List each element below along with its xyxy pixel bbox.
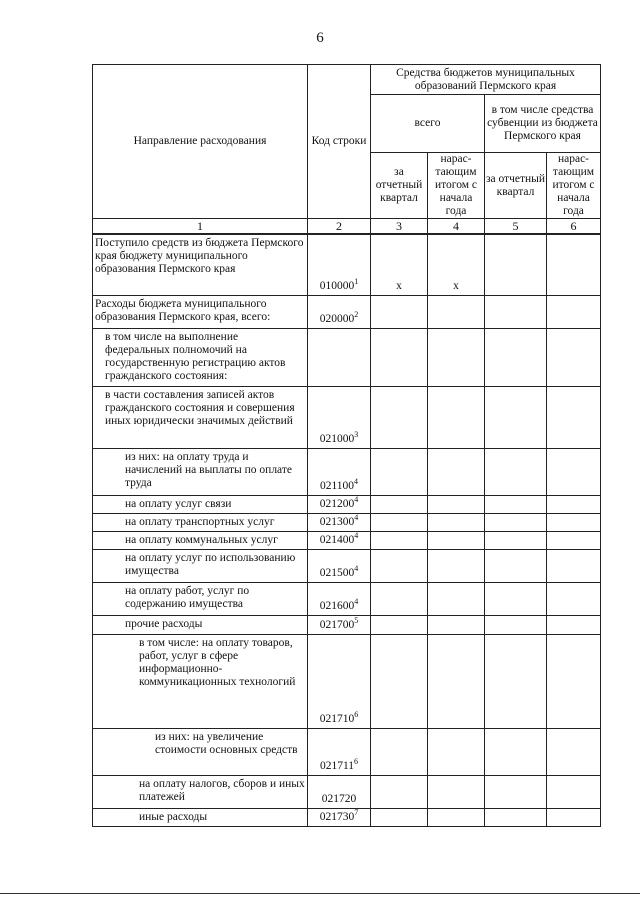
row-code: 021700$^5$	[308, 615, 371, 634]
row-label: из них: на увеличение стоимости основных средств	[93, 728, 308, 775]
table-row	[93, 549, 601, 582]
row-value-quarter	[371, 634, 428, 728]
column-number: 1	[93, 219, 308, 235]
header-direction: Направление расходования	[93, 65, 308, 219]
row-label: Расходы бюджета муниципального образования Пермского края, всего:	[93, 295, 308, 328]
row-value-cumulative	[428, 615, 485, 634]
row-label: прочие расходы	[93, 615, 308, 634]
row-value-subvention-cumulative	[547, 328, 601, 386]
row-value-quarter	[371, 615, 428, 634]
row-code: 021730$^7$	[308, 808, 371, 826]
page-number: 6	[316, 30, 324, 46]
column-number: 2	[308, 219, 371, 235]
row-value-cumulative	[428, 495, 485, 513]
row-value-quarter	[371, 513, 428, 531]
row-code: 020000$^2$	[308, 295, 371, 328]
row-code: 021200$^4$	[308, 495, 371, 513]
row-label: на оплату транспортных услуг	[93, 513, 308, 531]
row-code: 010000$^1$	[308, 234, 371, 295]
column-number: 3	[371, 219, 428, 235]
row-value-cumulative	[428, 549, 485, 582]
row-value-subvention-cumulative	[547, 495, 601, 513]
table-row	[93, 386, 601, 448]
table-row	[93, 531, 601, 549]
row-code: 021720	[308, 775, 371, 808]
row-value-subvention-quarter	[485, 808, 547, 826]
table-row	[93, 582, 601, 615]
row-code: 021500$^4$	[308, 549, 371, 582]
row-value-subvention-cumulative	[547, 775, 601, 808]
row-code: 021400$^4$	[308, 531, 371, 549]
row-label: на оплату услуг по использованию имущества	[93, 549, 308, 582]
row-value-subvention-quarter	[485, 728, 547, 775]
table-row	[93, 634, 601, 728]
row-value-quarter	[371, 808, 428, 826]
table-row	[93, 328, 601, 386]
row-value-quarter	[371, 582, 428, 615]
row-value-quarter	[371, 295, 428, 328]
table-row	[93, 448, 601, 495]
row-value-subvention-cumulative	[547, 386, 601, 448]
report-table	[92, 64, 601, 827]
column-number: 6	[547, 219, 601, 235]
row-value-cumulative: x	[428, 234, 485, 295]
row-value-subvention-cumulative	[547, 234, 601, 295]
row-value-cumulative	[428, 531, 485, 549]
row-value-subvention-quarter	[485, 386, 547, 448]
row-label: на оплату налогов, сборов и иных платежей	[93, 775, 308, 808]
row-label: в том числе: на оплату товаров, работ, услуг в сфере информационно-коммуникационных технологий	[93, 634, 308, 728]
row-value-subvention-quarter	[485, 328, 547, 386]
table-row	[93, 728, 601, 775]
row-value-subvention-cumulative	[547, 448, 601, 495]
row-value-subvention-quarter	[485, 495, 547, 513]
row-value-subvention-cumulative	[547, 615, 601, 634]
row-value-quarter	[371, 328, 428, 386]
row-value-subvention-quarter	[485, 234, 547, 295]
row-value-quarter: x	[371, 234, 428, 295]
row-value-subvention-quarter	[485, 615, 547, 634]
header-funds: Средства бюджетов муниципальных образований Пермского края	[371, 65, 601, 95]
row-code: 021711$^6$	[308, 728, 371, 775]
column-number: 5	[485, 219, 547, 235]
row-label: Поступило средств из бюджета Пермского края бюджету муниципального образования Пермского края	[93, 234, 308, 295]
row-value-quarter	[371, 775, 428, 808]
row-value-subvention-quarter	[485, 775, 547, 808]
row-value-subvention-cumulative	[547, 582, 601, 615]
row-value-subvention-quarter	[485, 513, 547, 531]
column-number: 4	[428, 219, 485, 235]
row-label: иные расходы	[93, 808, 308, 826]
row-value-cumulative	[428, 448, 485, 495]
header-cumulative-subvention: нарас-тающим итогом с начала года	[547, 153, 601, 219]
row-code: 021300$^4$	[308, 513, 371, 531]
row-label: на оплату коммунальных услуг	[93, 531, 308, 549]
table-row	[93, 295, 601, 328]
header-cumulative-total: нарас-тающим итогом с начала года	[428, 153, 485, 219]
row-code: 021600$^4$	[308, 582, 371, 615]
row-value-cumulative	[428, 386, 485, 448]
row-value-subvention-quarter	[485, 295, 547, 328]
row-code: 021710$^6$	[308, 634, 371, 728]
row-value-quarter	[371, 495, 428, 513]
row-value-quarter	[371, 728, 428, 775]
row-value-subvention-quarter	[485, 549, 547, 582]
table-row	[93, 615, 601, 634]
row-value-cumulative	[428, 295, 485, 328]
row-value-subvention-cumulative	[547, 295, 601, 328]
row-label: в том числе на выполнение федеральных полномочий на государственную регистрацию актов гражданского состояния:	[93, 328, 308, 386]
row-value-cumulative	[428, 775, 485, 808]
row-value-subvention-cumulative	[547, 728, 601, 775]
row-label: на оплату работ, услуг по содержанию имущества	[93, 582, 308, 615]
row-value-subvention-cumulative	[547, 513, 601, 531]
header-subvention: в том числе средства субвенции из бюджета Пермского края	[485, 95, 601, 153]
header-for-quarter-total: за отчетный квартал	[371, 153, 428, 219]
row-code: 021000$^3$	[308, 386, 371, 448]
row-value-cumulative	[428, 582, 485, 615]
row-value-subvention-quarter	[485, 448, 547, 495]
row-value-subvention-quarter	[485, 582, 547, 615]
row-value-quarter	[371, 448, 428, 495]
header-code: Код строки	[308, 65, 371, 219]
row-value-quarter	[371, 531, 428, 549]
row-value-cumulative	[428, 808, 485, 826]
row-value-cumulative	[428, 328, 485, 386]
row-value-quarter	[371, 386, 428, 448]
row-value-subvention-quarter	[485, 634, 547, 728]
row-value-quarter	[371, 549, 428, 582]
row-value-subvention-cumulative	[547, 808, 601, 826]
row-value-subvention-cumulative	[547, 634, 601, 728]
header-for-quarter-subvention: за отчетный квартал	[485, 153, 547, 219]
row-value-cumulative	[428, 634, 485, 728]
row-code	[308, 328, 371, 386]
row-value-cumulative	[428, 728, 485, 775]
table-row	[93, 775, 601, 808]
row-code: 021100$^4$	[308, 448, 371, 495]
table-row	[93, 495, 601, 513]
row-value-subvention-cumulative	[547, 531, 601, 549]
row-value-subvention-quarter	[485, 531, 547, 549]
row-label: из них: на оплату труда и начислений на выплаты по оплате труда	[93, 448, 308, 495]
header-total: всего	[371, 95, 485, 153]
table-row	[93, 808, 601, 826]
row-value-cumulative	[428, 513, 485, 531]
table-row	[93, 513, 601, 531]
row-label: в части составления записей актов гражданского состояния и совершения иных юридически значимых действий	[93, 386, 308, 448]
table-row	[93, 234, 601, 295]
page-bottom-rule	[0, 893, 640, 894]
row-label: на оплату услуг связи	[93, 495, 308, 513]
row-value-subvention-cumulative	[547, 549, 601, 582]
